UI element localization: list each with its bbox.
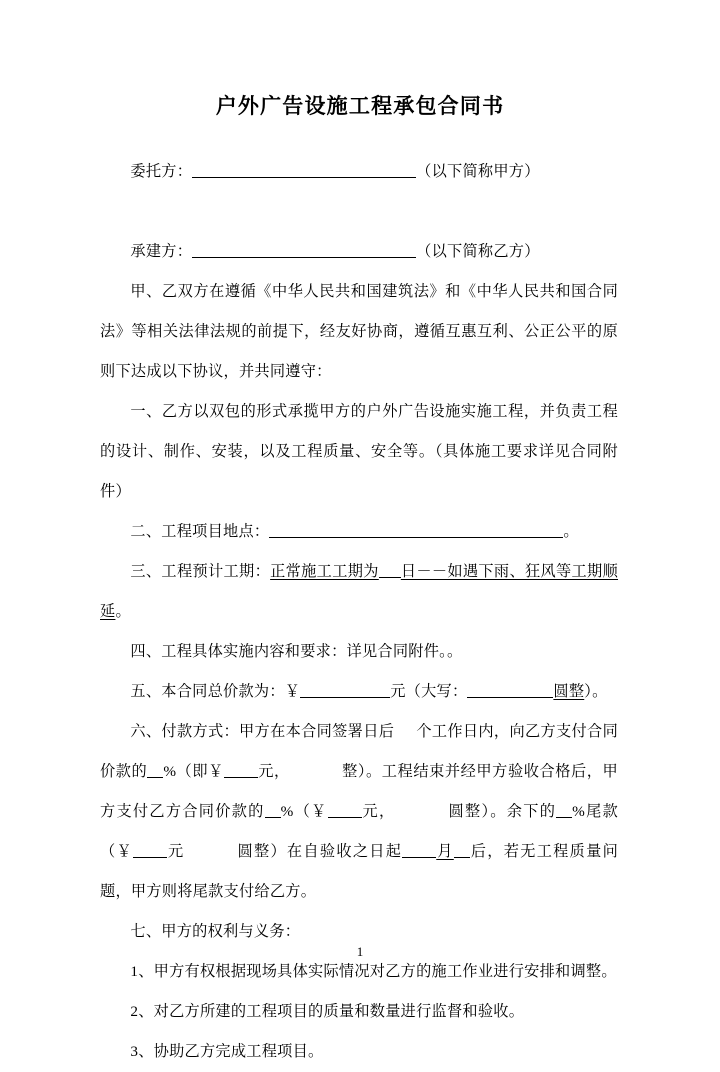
clause-five-label: 五、本合同总价款为：￥ bbox=[130, 683, 301, 700]
second-payment-percent-blank[interactable] bbox=[265, 802, 281, 819]
clause-six-j: 元 bbox=[166, 843, 185, 860]
project-location-blank[interactable] bbox=[269, 522, 563, 539]
clause-six-m: 后，若无工程质量问题，甲方则将尾款支付给乙方。 bbox=[100, 843, 619, 900]
page-title: 户外广告设施工程承包合同书 bbox=[215, 94, 505, 118]
first-payment-amount-blank[interactable] bbox=[224, 762, 258, 779]
final-payment-percent-blank[interactable] bbox=[556, 802, 572, 819]
clause-three-period: 。 bbox=[115, 603, 131, 620]
clause-seven-item-3: 3、协助乙方完成工程项目。 bbox=[130, 1043, 324, 1060]
second-payment-amount-blank[interactable] bbox=[328, 802, 362, 819]
clause-two-period: 。 bbox=[563, 523, 579, 540]
total-amount-unit: 圆整 bbox=[553, 683, 585, 700]
first-payment-percent-blank[interactable] bbox=[147, 762, 163, 779]
client-name-blank[interactable] bbox=[192, 162, 416, 179]
clause-four: 四、工程具体实施内容和要求：详见合同附件。。 bbox=[130, 643, 463, 660]
clause-six-f: %（￥ bbox=[280, 803, 328, 820]
clause-three bbox=[100, 552, 618, 632]
clause-six-k: 圆整）在自验收之日起 bbox=[236, 843, 403, 860]
clause-six-l: 月 bbox=[436, 843, 454, 860]
clause-six-g: 元， bbox=[361, 803, 396, 820]
clause-one: 一、乙方以双包的形式承揽甲方的户外广告设施实施工程，并负责工程的设计、制作、安装，以及工程质量、安全等。（具体施工要求详见合同附件） bbox=[100, 403, 618, 500]
clause-six-c: %（即￥ bbox=[163, 763, 224, 780]
clause-two bbox=[100, 512, 618, 552]
client-suffix: （以下简称甲方） bbox=[416, 163, 540, 180]
clause-two-label: 二、工程项目地点： bbox=[130, 523, 270, 540]
client-label: 委托方： bbox=[130, 163, 193, 180]
contractor-name-blank[interactable] bbox=[192, 242, 416, 259]
clause-six-b: 个工作日内，向乙方支付合同价款的 bbox=[100, 723, 619, 780]
warranty-after-blank[interactable] bbox=[454, 842, 470, 859]
spacer bbox=[100, 192, 618, 232]
duration-text-b: 日－－如遇下雨、狂风等工期顺 bbox=[400, 563, 619, 580]
clause-three-label: 三、工程预计工期： bbox=[130, 563, 271, 580]
total-amount-words-blank[interactable] bbox=[467, 682, 553, 699]
final-payment-amount-blank[interactable] bbox=[133, 842, 167, 859]
clause-six-i: %尾款（￥ bbox=[100, 803, 619, 860]
preamble-paragraph: 甲、乙双方在遵循《中华人民共和国建筑法》和《中华人民共和国合同法》等相关法律法规的前提下，经友好协商，遵循互惠互利、公正公平的原则下达成以下协议，并共同遵守： bbox=[100, 283, 618, 380]
clause-seven-item-2: 2、对乙方所建的工程项目的质量和数量进行监督和验收。 bbox=[130, 1003, 525, 1020]
warranty-months-blank[interactable] bbox=[402, 842, 436, 859]
clause-six bbox=[100, 712, 618, 912]
total-amount-blank[interactable] bbox=[300, 682, 390, 699]
clause-six-a: 六、付款方式：甲方在本合同签署日后 bbox=[130, 723, 395, 740]
contractor-label: 承建方： bbox=[130, 243, 193, 260]
party-contractor-line bbox=[100, 232, 618, 272]
duration-text-a: 正常施工工期为 bbox=[270, 563, 379, 580]
party-client-line bbox=[100, 152, 618, 192]
clause-five-suffix: ）。 bbox=[584, 683, 608, 700]
clause-seven-item-1: 1、甲方有权根据现场具体实际情况对乙方的施工作业进行安排和调整。 bbox=[130, 963, 617, 980]
clause-five-mid: 元（大写： bbox=[390, 683, 468, 700]
clause-six-e: 整）。工程结束并经甲方验收合格后，甲方支付乙方合同价款的 bbox=[100, 763, 618, 820]
clause-six-d: 元， bbox=[257, 763, 290, 780]
contractor-suffix: （以下简称乙方） bbox=[416, 243, 540, 260]
clause-seven-heading: 七、甲方的权利与义务： bbox=[130, 923, 301, 940]
duration-days-blank[interactable] bbox=[379, 562, 401, 579]
duration-text-c: 延 bbox=[100, 603, 116, 620]
document-body bbox=[100, 152, 618, 1072]
clause-five bbox=[100, 672, 618, 712]
clause-six-h: 圆整）。余下的 bbox=[447, 803, 557, 820]
page-number: 1 bbox=[356, 944, 364, 959]
